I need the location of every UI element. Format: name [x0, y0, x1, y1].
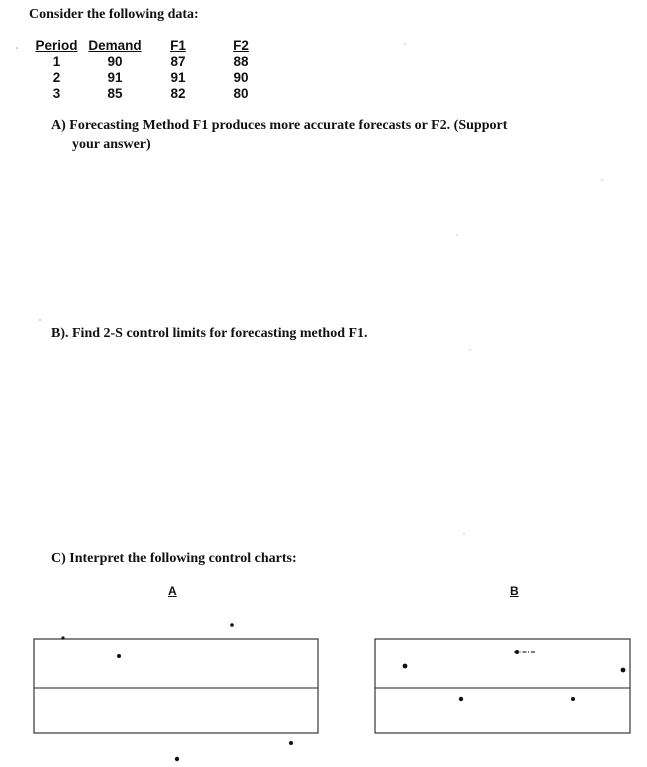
scan-speck: [39, 319, 41, 321]
chart-b-label: B: [510, 584, 519, 598]
question-a-line1: A) Forecasting Method F1 produces more accurate forecasts or F2. (Support: [51, 118, 508, 133]
cell-demand: 90: [107, 54, 123, 69]
cell-demand: 85: [107, 86, 123, 101]
chart-a-frame: [34, 639, 318, 733]
cell-f1: 87: [170, 54, 186, 69]
scan-speck: [456, 234, 457, 235]
intro-text: Consider the following data:: [29, 7, 199, 22]
header-f2: F2: [233, 38, 249, 53]
cell-period: 2: [52, 70, 61, 85]
chart-a-label: A: [168, 584, 177, 598]
chart-b-point: [621, 668, 626, 673]
cell-f2: 80: [233, 86, 249, 101]
chart-a-point: [61, 636, 64, 639]
cell-f1: 91: [170, 70, 186, 85]
scan-speck: [469, 349, 470, 350]
scan-speck: [16, 47, 18, 49]
chart-b-frame: [375, 639, 630, 733]
chart-a-point: [175, 757, 179, 761]
cell-period: 3: [52, 86, 61, 101]
chart-a-point: [117, 654, 121, 658]
question-b: B). Find 2-S control limits for forecasting method F1.: [51, 326, 368, 341]
cell-f1: 82: [170, 86, 186, 101]
scan-speck: [463, 533, 464, 534]
cell-demand: 91: [107, 70, 123, 85]
cell-f2: 88: [233, 54, 249, 69]
chart-b-point: [403, 664, 408, 669]
control-chart-a: [34, 623, 318, 761]
chart-b-point: [459, 697, 463, 701]
header-demand: Demand: [88, 38, 142, 53]
header-period: Period: [35, 38, 78, 53]
chart-b-point: [515, 650, 519, 654]
chart-a-point: [289, 741, 293, 745]
cell-period: 1: [52, 54, 61, 69]
question-a-line2: your answer): [72, 137, 151, 152]
control-chart-b: [375, 639, 630, 733]
chart-b-point: [571, 697, 575, 701]
header-f1: F1: [170, 38, 186, 53]
chart-a-point: [230, 623, 234, 627]
scan-speck: [404, 43, 405, 44]
question-c: C) Interpret the following control charts:: [51, 551, 297, 566]
scan-speck: [601, 179, 602, 180]
cell-f2: 90: [233, 70, 249, 85]
